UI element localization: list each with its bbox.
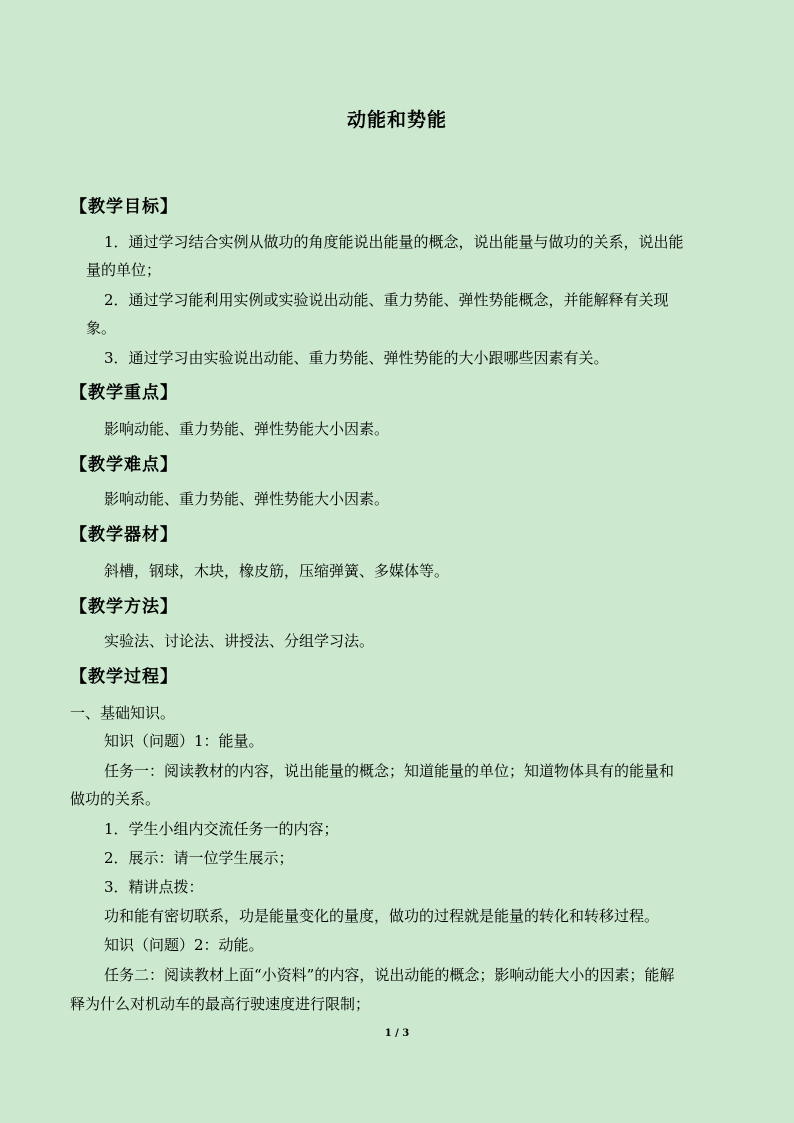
process-line: 功和能有密切联系，功是能量变化的量度，做功的过程就是能量的转化和转移过程。 (104, 907, 660, 925)
process-line: 一、基础知识。 (70, 704, 176, 722)
process-line: 2．展示：请一位学生展示； (104, 849, 294, 867)
section-heading-difficulties: 【教学难点】 (70, 455, 178, 475)
process-line: 任务二：阅读教材上面“小资料”的内容，说出动能的概念；影响动能大小的因素；能解 (104, 966, 675, 984)
process-line: 1．学生小组内交流任务一的内容； (104, 820, 339, 838)
methods-text: 实验法、讨论法、讲授法、分组学习法。 (104, 632, 375, 650)
goal-line: 象。 (86, 319, 117, 337)
process-line: 知识（问题）2：动能。 (104, 936, 264, 954)
goal-line: 量的单位； (86, 261, 162, 279)
goal-line: 3．通过学习由实验说出动能、重力势能、弹性势能的大小跟哪些因素有关。 (104, 349, 609, 367)
goal-line: 1．通过学习结合实例从做功的角度能说出能量的概念，说出能量与做功的关系，说出能 (104, 233, 684, 251)
section-heading-process: 【教学过程】 (70, 667, 178, 687)
equipment-text: 斜槽，钢球，木块，橡皮筋，压缩弹簧、多媒体等。 (104, 562, 450, 580)
section-heading-equipment: 【教学器材】 (70, 525, 178, 545)
section-heading-goals: 【教学目标】 (70, 197, 178, 217)
page-title: 动能和势能 (346, 109, 447, 131)
process-line: 释为什么对机动车的最高行驶速度进行限制； (70, 995, 371, 1013)
goal-line: 2．通过学习能利用实例或实验说出动能、重力势能、弹性势能概念，并能解释有关现 (104, 291, 669, 309)
section-heading-methods: 【教学方法】 (70, 597, 178, 617)
section-heading-key-points: 【教学重点】 (70, 383, 178, 403)
key-points-text: 影响动能、重力势能、弹性势能大小因素。 (104, 420, 390, 438)
process-line: 知识（问题）1：能量。 (104, 732, 264, 750)
page-number: 1 / 3 (384, 1028, 410, 1039)
difficulties-text: 影响动能、重力势能、弹性势能大小因素。 (104, 490, 390, 508)
process-line: 任务一：阅读教材的内容，说出能量的概念；知道能量的单位；知道物体具有的能量和 (104, 762, 675, 780)
process-line: 做功的关系。 (70, 790, 161, 808)
process-line: 3．精讲点拨： (104, 878, 204, 896)
